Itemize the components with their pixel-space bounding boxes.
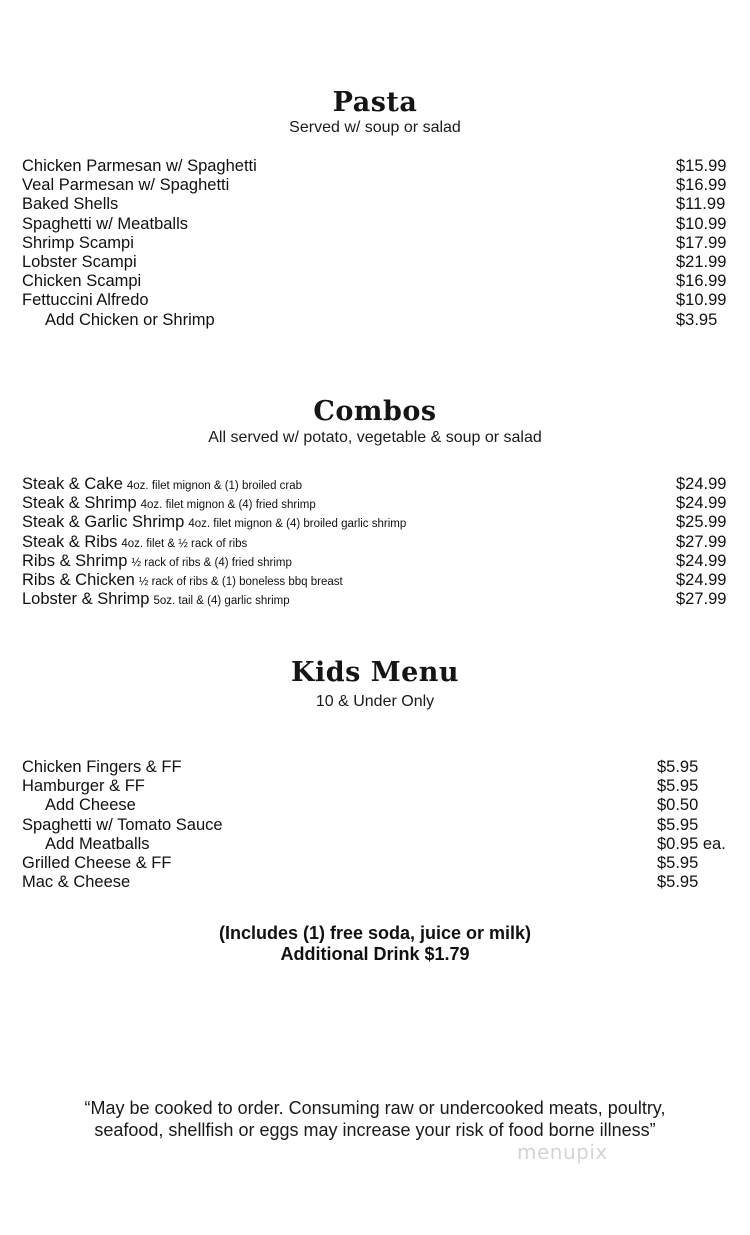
pasta-subtitle: Served w/ soup or salad bbox=[289, 119, 461, 136]
item-price: $10.99 bbox=[676, 214, 727, 233]
menu-item bbox=[22, 475, 728, 494]
item-description: 5oz. tail & (4) garlic shrimp bbox=[153, 595, 290, 608]
kids-drink-note bbox=[0, 923, 750, 965]
pasta-title: Pasta bbox=[332, 87, 418, 118]
item-name: Add Cheese bbox=[45, 796, 136, 815]
item-price: $24.99 bbox=[676, 475, 727, 493]
menu-item bbox=[22, 195, 728, 214]
item-price: $16.99 bbox=[676, 272, 727, 291]
kids-note-line2: Additional Drink $1.79 bbox=[280, 944, 470, 964]
item-name: Mac & Cheese bbox=[22, 873, 131, 892]
menu-addon bbox=[22, 311, 728, 330]
item-price: $5.95 bbox=[657, 815, 699, 834]
item-price: $5.95 bbox=[657, 853, 699, 872]
item-price: $5.95 bbox=[657, 777, 699, 796]
item-price: $27.99 bbox=[676, 590, 727, 609]
menu-item bbox=[22, 777, 728, 796]
menu-item bbox=[22, 291, 728, 310]
kids-note-line1: (Includes (1) free soda, juice or milk) bbox=[218, 923, 532, 943]
item-price: $5.95 bbox=[657, 873, 699, 892]
item-name: Steak & Ribs bbox=[22, 532, 118, 551]
menu-item bbox=[22, 758, 728, 777]
watermark-logo: menupix bbox=[517, 1140, 608, 1164]
item-description: 4oz. filet mignon & (4) fried shrimp bbox=[140, 499, 316, 512]
item-name: Add Chicken or Shrimp bbox=[45, 310, 215, 329]
item-name: Steak & Shrimp bbox=[22, 494, 137, 513]
item-price: $3.95 bbox=[676, 310, 718, 329]
menu-item bbox=[22, 533, 728, 552]
item-name: Add Meatballs bbox=[45, 834, 150, 853]
item-name: Ribs & Chicken bbox=[22, 570, 135, 589]
item-name: Lobster Scampi bbox=[22, 252, 137, 271]
menu-item bbox=[22, 854, 728, 873]
disclaimer-line2: seafood, shellfish or eggs may increase your risk of food borne illness” bbox=[94, 1120, 656, 1140]
menu-item bbox=[22, 494, 728, 513]
item-name: Shrimp Scampi bbox=[22, 233, 134, 252]
item-name: Baked Shells bbox=[22, 195, 119, 214]
item-description: 4oz. filet mignon & (1) broiled crab bbox=[126, 480, 303, 492]
item-price: $5.95 bbox=[657, 758, 699, 776]
item-name: Spaghetti w/ Meatballs bbox=[22, 214, 189, 233]
item-name: Spaghetti w/ Tomato Sauce bbox=[22, 815, 223, 834]
menu-item bbox=[22, 253, 728, 272]
item-price: $0.95 ea. bbox=[657, 834, 726, 853]
food-safety-disclaimer bbox=[0, 1097, 750, 1141]
pasta-list bbox=[22, 157, 728, 330]
menu-item bbox=[22, 552, 728, 571]
item-description: ½ rack of ribs & (4) fried shrimp bbox=[131, 556, 292, 569]
menu-item bbox=[22, 873, 728, 892]
item-name: Chicken Fingers & FF bbox=[22, 758, 182, 776]
item-description: ½ rack of ribs & (1) boneless bbq breast bbox=[138, 575, 343, 588]
kids-subtitle: 10 & Under Only bbox=[315, 693, 435, 710]
kids-list bbox=[22, 758, 728, 892]
item-price: $11.99 bbox=[676, 195, 726, 214]
item-name: Steak & Garlic Shrimp bbox=[22, 513, 185, 532]
combos-subtitle: All served w/ potato, vegetable & soup or salad bbox=[208, 429, 542, 446]
disclaimer-line1: “May be cooked to order. Consuming raw or undercooked meats, poultry, bbox=[84, 1098, 666, 1118]
item-price: $21.99 bbox=[676, 252, 727, 271]
menu-item bbox=[22, 157, 728, 176]
item-price: $25.99 bbox=[676, 513, 727, 532]
item-price: $15.99 bbox=[676, 157, 727, 175]
menu-item bbox=[22, 590, 728, 609]
item-name: Fettuccini Alfredo bbox=[22, 291, 149, 310]
menu-item bbox=[22, 816, 728, 835]
combos-list bbox=[22, 475, 728, 609]
item-price: $16.99 bbox=[676, 176, 727, 195]
pasta-section bbox=[0, 88, 750, 138]
item-price: $24.99 bbox=[676, 551, 727, 570]
item-name: Lobster & Shrimp bbox=[22, 590, 150, 609]
item-name: Chicken Parmesan w/ Spaghetti bbox=[22, 157, 257, 175]
item-price: $24.99 bbox=[676, 494, 727, 513]
item-name: Grilled Cheese & FF bbox=[22, 853, 172, 872]
menu-item bbox=[22, 571, 728, 590]
item-price: $0.50 bbox=[657, 796, 699, 815]
kids-section bbox=[0, 658, 750, 712]
item-price: $17.99 bbox=[676, 233, 727, 252]
item-description: 4oz. filet & ½ rack of ribs bbox=[121, 537, 248, 550]
menu-item bbox=[22, 176, 728, 195]
menu-item bbox=[22, 513, 728, 532]
item-name: Steak & Cake bbox=[22, 475, 123, 493]
menu-addon bbox=[22, 835, 728, 854]
menu-addon bbox=[22, 796, 728, 815]
menu-item bbox=[22, 234, 728, 253]
item-name: Ribs & Shrimp bbox=[22, 551, 128, 570]
menu-item bbox=[22, 272, 728, 291]
combos-section bbox=[0, 397, 750, 448]
item-description: 4oz. filet mignon & (4) broiled garlic shrimp bbox=[188, 518, 407, 531]
item-name: Veal Parmesan w/ Spaghetti bbox=[22, 176, 230, 195]
item-price: $27.99 bbox=[676, 532, 727, 551]
item-name: Chicken Scampi bbox=[22, 272, 142, 291]
item-price: $10.99 bbox=[676, 291, 727, 310]
item-price: $24.99 bbox=[676, 570, 727, 589]
menu-item bbox=[22, 215, 728, 234]
combos-title: Combos bbox=[313, 396, 437, 427]
kids-title: Kids Menu bbox=[290, 657, 460, 688]
item-name: Hamburger & FF bbox=[22, 777, 145, 796]
